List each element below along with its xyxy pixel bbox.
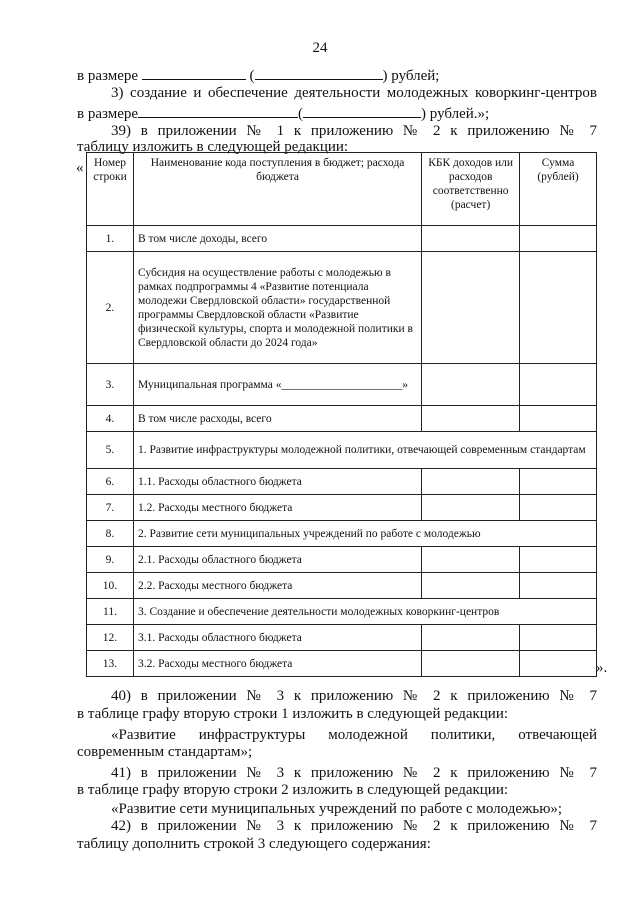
table-header-row bbox=[87, 153, 597, 226]
row-description: 1. Развитие инфраструктуры молодежной политики, отвечающей современным стандартам bbox=[133, 432, 596, 469]
item-39-continuation: таблицу изложить в следующей редакции: bbox=[77, 139, 349, 155]
row-description: 3. Создание и обеспечение деятельности молодежных коворкинг-центров bbox=[133, 599, 596, 625]
row-number: 9. bbox=[87, 547, 134, 573]
amount-suffix: ) рублей; bbox=[382, 68, 440, 84]
amount-suffix: ) рублей.»; bbox=[421, 106, 490, 122]
row-description: 1.2. Расходы местного бюджета bbox=[133, 495, 421, 521]
table-row bbox=[87, 547, 597, 573]
row-description: 2.1. Расходы областного бюджета bbox=[133, 547, 421, 573]
header-code-name: Наименование кода поступления в бюджет; расхода бюджета bbox=[133, 153, 421, 226]
table-row bbox=[87, 406, 597, 432]
header-amount: Сумма (рублей) bbox=[520, 153, 597, 226]
row-amount-cell bbox=[520, 573, 597, 599]
row-kbk-cell bbox=[422, 364, 520, 406]
amount-blank bbox=[142, 66, 246, 80]
row-description: В том числе расходы, всего bbox=[133, 406, 421, 432]
row-kbk-cell bbox=[422, 573, 520, 599]
row-number: 1. bbox=[87, 226, 134, 252]
row-number: 8. bbox=[87, 521, 134, 547]
amount-open-paren: ( bbox=[298, 106, 304, 122]
row-kbk-cell bbox=[422, 625, 520, 651]
amount-words-blank bbox=[255, 66, 383, 80]
row-amount-cell bbox=[520, 651, 597, 677]
amount-line-1 bbox=[77, 66, 439, 85]
row-number: 11. bbox=[87, 599, 134, 625]
row-number: 6. bbox=[87, 469, 134, 495]
table-row bbox=[87, 495, 597, 521]
page-number: 24 bbox=[312, 40, 328, 56]
row-amount-cell bbox=[520, 625, 597, 651]
header-row-number: Номер строки bbox=[87, 153, 134, 226]
item-42-line: 42) в приложении № 3 к приложению № 2 к приложению № 7 bbox=[111, 818, 597, 834]
table-row bbox=[87, 364, 597, 406]
row-kbk-cell bbox=[422, 226, 520, 252]
item-42-continuation: таблицу дополнить строкой 3 следующего содержания: bbox=[77, 836, 431, 852]
table-row bbox=[87, 651, 597, 677]
row-description: Муниципальная программа «_____________________» bbox=[133, 364, 421, 406]
row-number: 3. bbox=[87, 364, 134, 406]
row-number: 7. bbox=[87, 495, 134, 521]
close-quote: ». bbox=[596, 660, 608, 676]
row-number: 4. bbox=[87, 406, 134, 432]
amount-prefix: в размере bbox=[77, 68, 139, 84]
item-39-line: 39) в приложении № 1 к приложению № 2 к приложению № 7 bbox=[111, 123, 597, 139]
row-description: 2.2. Расходы местного бюджета bbox=[133, 573, 421, 599]
row-amount-cell bbox=[520, 364, 597, 406]
item-40-quote-end: современным стандартам»; bbox=[77, 744, 253, 760]
table-row bbox=[87, 599, 597, 625]
row-kbk-cell bbox=[422, 651, 520, 677]
amount-blank bbox=[138, 104, 298, 118]
row-kbk-cell bbox=[422, 252, 520, 364]
row-amount-cell bbox=[520, 406, 597, 432]
row-description: В том числе доходы, всего bbox=[133, 226, 421, 252]
table-row bbox=[87, 573, 597, 599]
item-41-line: 41) в приложении № 3 к приложению № 2 к приложению № 7 bbox=[111, 765, 597, 781]
amount-line-2 bbox=[77, 104, 489, 123]
item-41-continuation: в таблице графу вторую строки 2 изложить в следующей редакции: bbox=[77, 782, 509, 798]
item-41-quote: «Развитие сети муниципальных учреждений по работе с молодежью»; bbox=[111, 801, 563, 817]
row-number: 10. bbox=[87, 573, 134, 599]
row-amount-cell bbox=[520, 495, 597, 521]
item-40-quote: «Развитие инфраструктуры молодежной политики, отвечающей bbox=[111, 727, 597, 743]
header-kbk: КБК доходов или расходов соответственно (расчет) bbox=[422, 153, 520, 226]
row-description: 2. Развитие сети муниципальных учреждений по работе с молодежью bbox=[133, 521, 596, 547]
row-number: 2. bbox=[87, 252, 134, 364]
amount-open-paren: ( bbox=[249, 68, 255, 84]
row-amount-cell bbox=[520, 547, 597, 573]
row-amount-cell bbox=[520, 252, 597, 364]
budget-table bbox=[86, 152, 597, 677]
table-row bbox=[87, 521, 597, 547]
table-row bbox=[87, 226, 597, 252]
row-kbk-cell bbox=[422, 547, 520, 573]
row-amount-cell bbox=[520, 226, 597, 252]
open-quote: « bbox=[76, 160, 84, 176]
table-row bbox=[87, 252, 597, 364]
table-row bbox=[87, 432, 597, 469]
item-3-line: 3) создание и обеспечение деятельности молодежных коворкинг-центров bbox=[111, 85, 597, 101]
row-number: 5. bbox=[87, 432, 134, 469]
row-amount-cell bbox=[520, 469, 597, 495]
row-kbk-cell bbox=[422, 495, 520, 521]
row-number: 13. bbox=[87, 651, 134, 677]
item-40-line: 40) в приложении № 3 к приложению № 2 к приложению № 7 bbox=[111, 688, 597, 704]
row-description: Субсидия на осуществление работы с молодежью в рамках подпрограммы 4 «Развитие потенциала молодежи Свердловской области» государственной программы Свердловской области «Развитие физической культуры, спорта и молодежной политики в Свердловской области до 2024 года» bbox=[133, 252, 421, 364]
row-number: 12. bbox=[87, 625, 134, 651]
row-description: 1.1. Расходы областного бюджета bbox=[133, 469, 421, 495]
row-kbk-cell bbox=[422, 406, 520, 432]
table-row bbox=[87, 625, 597, 651]
amount-prefix: в размере bbox=[77, 106, 139, 122]
row-description: 3.1. Расходы областного бюджета bbox=[133, 625, 421, 651]
table-body bbox=[87, 226, 597, 677]
item-40-continuation: в таблице графу вторую строки 1 изложить в следующей редакции: bbox=[77, 706, 509, 722]
row-description: 3.2. Расходы местного бюджета bbox=[133, 651, 421, 677]
amount-words-blank bbox=[303, 104, 421, 118]
row-kbk-cell bbox=[422, 469, 520, 495]
table-row bbox=[87, 469, 597, 495]
